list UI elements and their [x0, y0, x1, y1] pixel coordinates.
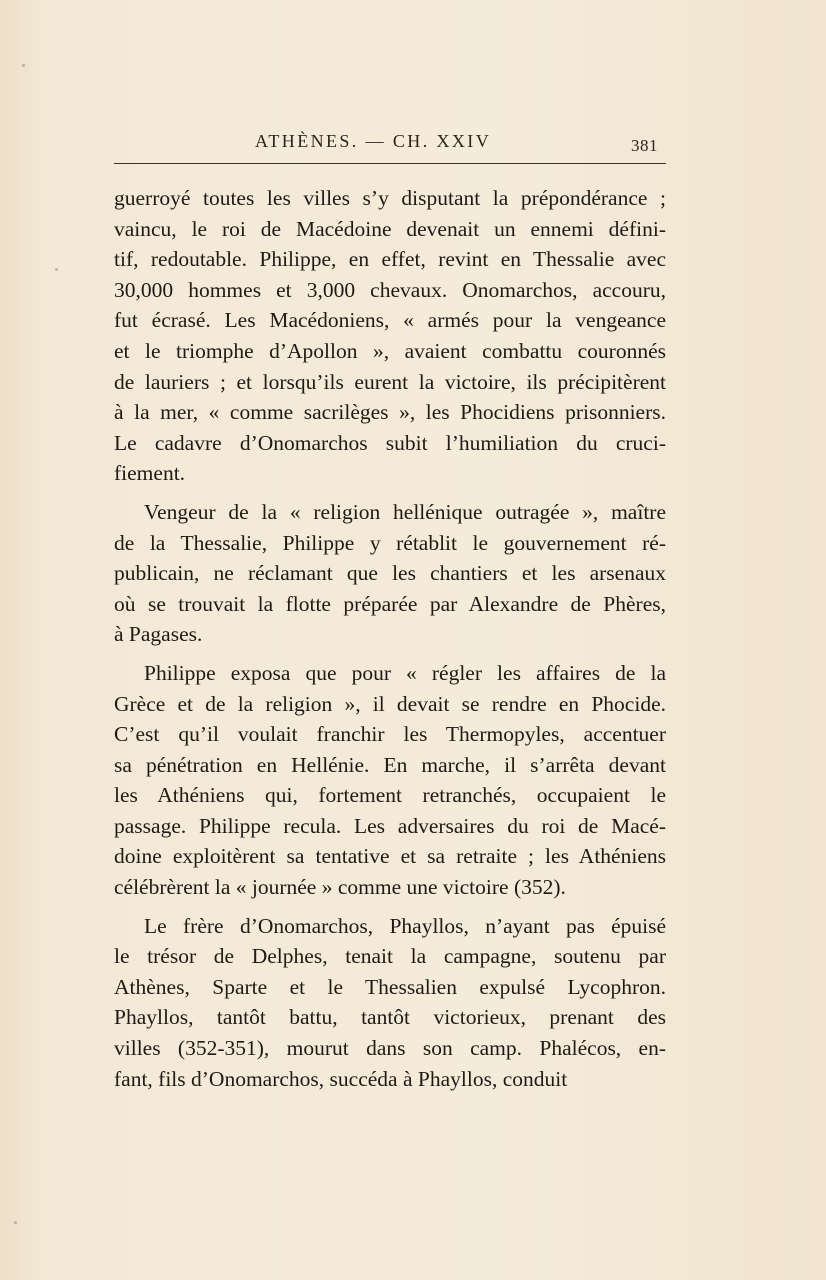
text-line: Vengeur de la « religion hellénique outragée », maître — [144, 499, 666, 524]
text-line: et le triomphe d’Apollon », avaient combattu couronnés — [114, 338, 666, 363]
text-line: célébrèrent la « journée » comme une victoire (352). — [114, 875, 566, 900]
paragraph-gap — [114, 650, 666, 658]
paper-speck — [22, 64, 25, 67]
text-line: où se trouvait la flotte préparée par Alexandre de Phères, — [114, 591, 666, 616]
text-line: fut écrasé. Les Macédoniens, « armés pour la vengeance — [114, 308, 666, 333]
text-line: sa pénétration en Hellénie. En marche, il s’arrêta devant — [114, 752, 666, 777]
paragraph — [114, 658, 666, 903]
text-line: le trésor de Delphes, tenait la campagne, soutenu par — [114, 944, 666, 969]
paragraph — [114, 497, 666, 650]
header-rule — [114, 163, 666, 164]
text-line: Philippe exposa que pour « régler les affaires de la — [144, 660, 666, 685]
paper-speck — [14, 1221, 17, 1224]
text-line: Phayllos, tantôt battu, tantôt victorieux, prenant des — [114, 1005, 666, 1030]
paragraph — [114, 911, 666, 1095]
text-line: guerroyé toutes les villes s’y disputant la prépondérance ; — [114, 186, 666, 210]
text-line: Grèce et de la religion », il devait se rendre en Phocide. — [114, 691, 666, 716]
text-line: C’est qu’il voulait franchir les Thermopyles, accentuer — [114, 722, 666, 747]
text-line: les Athéniens qui, fortement retranchés, occupaient le — [114, 783, 666, 808]
text-line: à la mer, « comme sacrilèges », les Phocidiens prisonniers. — [114, 400, 666, 425]
text-line: de la Thessalie, Philippe y rétablit le gouvernement ré- — [114, 530, 666, 555]
text-line: Le frère d’Onomarchos, Phayllos, n’ayant pas épuisé — [144, 913, 666, 938]
paragraph-gap — [114, 489, 666, 497]
text-line: publicain, ne réclamant que les chantiers et les arsenaux — [114, 561, 666, 586]
text-line: tif, redoutable. Philippe, en effet, revint en Thessalie avec — [114, 247, 666, 272]
paragraph-gap — [114, 903, 666, 911]
paper-speck — [55, 268, 58, 271]
text-line: fant, fils d’Onomarchos, succéda à Phayllos, conduit — [114, 1066, 568, 1091]
text-line: 30,000 hommes et 3,000 chevaux. Onomarchos, accouru, — [114, 277, 666, 302]
text-line: Le cadavre d’Onomarchos subit l’humiliation du cruci- — [114, 430, 666, 455]
text-line: de lauriers ; et lorsqu’ils eurent la victoire, ils précipitèrent — [114, 369, 666, 394]
page-number: 381 — [631, 136, 658, 155]
body-text — [114, 183, 666, 1094]
text-line: Athènes, Sparte et le Thessalien expulsé Lycophron. — [114, 974, 666, 999]
text-line: fiement. — [114, 461, 186, 486]
running-head: ATHÈNES. — CH. XXIV — [255, 131, 492, 151]
text-line: villes (352-351), mourut dans son camp. Phalécos, en- — [114, 1036, 666, 1061]
text-line: passage. Philippe recula. Les adversaires du roi de Macé- — [114, 813, 666, 838]
text-line: à Pagases. — [114, 622, 203, 647]
paragraph — [114, 183, 666, 489]
text-line: vaincu, le roi de Macédoine devenait un ennemi défini- — [114, 216, 666, 241]
text-line: doine exploitèrent sa tentative et sa retraite ; les Athéniens — [114, 844, 666, 869]
